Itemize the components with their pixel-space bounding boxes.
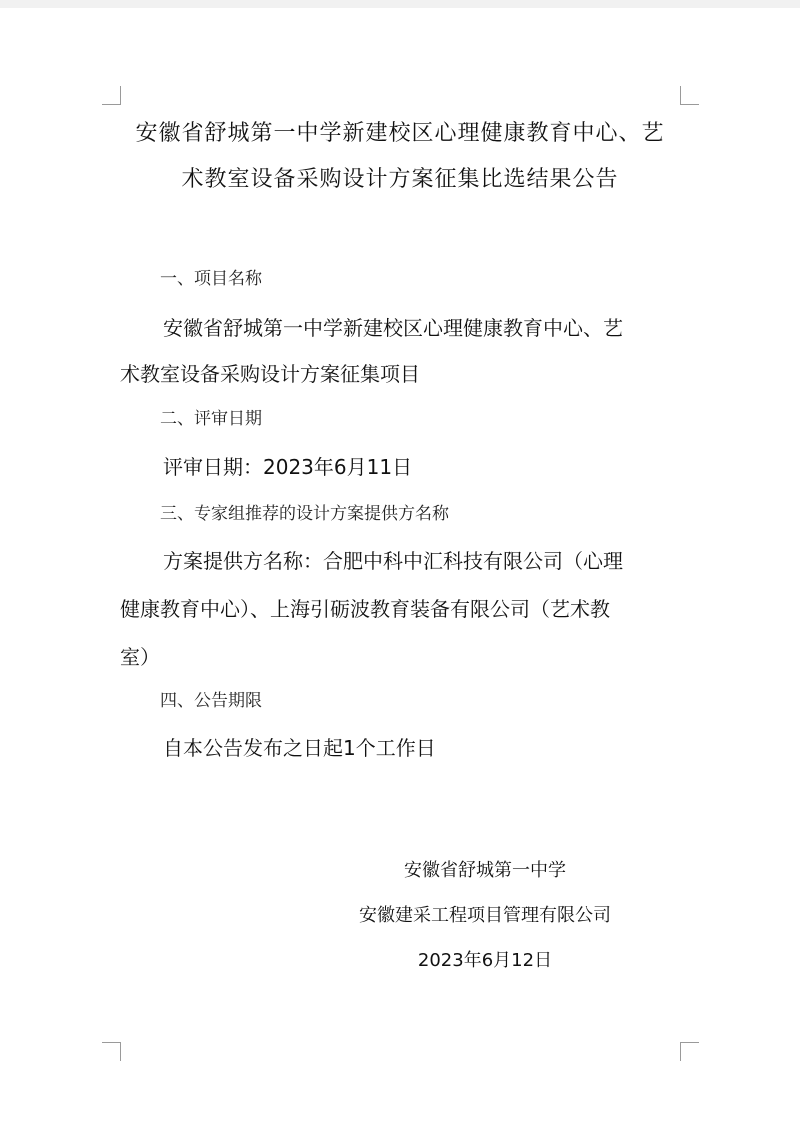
project-name-line-1: 安徽省舒城第一中学新建校区心理健康教育中心、艺 bbox=[163, 316, 623, 340]
provider-line-2: 健康教育中心）、上海引砺波教育装备有限公司（艺术教 bbox=[120, 597, 610, 621]
document-title-line-2: 术教室设备采购设计方案征集比选结果公告 bbox=[181, 167, 619, 192]
section-heading-review-date: 二、评审日期 bbox=[160, 409, 262, 429]
review-date-line: 评审日期：2023年6月11日 bbox=[163, 455, 413, 479]
signature-org-school: 安徽省舒城第一中学 bbox=[404, 860, 566, 881]
crop-mark-top-left bbox=[102, 86, 121, 105]
signature-date: 2023年6月12日 bbox=[417, 950, 553, 971]
crop-mark-top-right bbox=[680, 86, 699, 105]
project-name-line-2: 术教室设备采购设计方案征集项目 bbox=[120, 362, 420, 386]
document-page bbox=[0, 8, 800, 1130]
crop-mark-bottom-left bbox=[102, 1042, 121, 1061]
crop-mark-bottom-right bbox=[680, 1042, 699, 1061]
signature-org-agency: 安徽建采工程项目管理有限公司 bbox=[359, 905, 611, 926]
provider-line-1: 方案提供方名称：合肥中科中汇科技有限公司（心理 bbox=[163, 549, 623, 573]
notice-period-line: 自本公告发布之日起1个工作日 bbox=[163, 736, 436, 760]
document-title-line-1: 安徽省舒城第一中学新建校区心理健康教育中心、艺 bbox=[135, 121, 665, 146]
section-heading-notice-period: 四、公告期限 bbox=[160, 691, 262, 711]
provider-line-3: 室） bbox=[120, 645, 160, 669]
section-heading-project-name: 一、项目名称 bbox=[160, 269, 262, 289]
section-heading-recommended-provider: 三、专家组推荐的设计方案提供方名称 bbox=[160, 504, 449, 524]
